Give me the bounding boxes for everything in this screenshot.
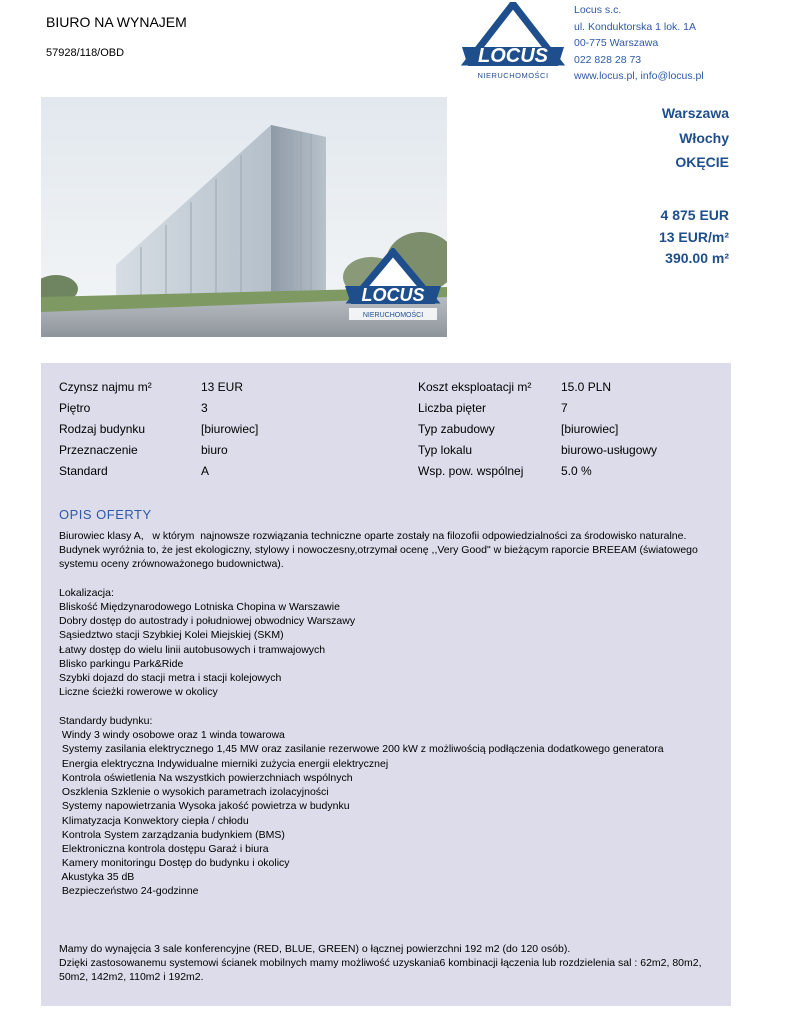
- description-heading: OPIS OFERTY: [59, 507, 152, 522]
- list-item: Liczne ścieżki rowerowe w okolicy: [59, 686, 218, 698]
- prop-label-development-type: Typ zabudowy: [418, 422, 495, 436]
- list-item: Energia elektryczna Indywidualne mierniki zużycia energii elektrycznej: [59, 758, 389, 770]
- list-item: Dobry dostęp do autostrady i południowej obwodnicy Warszawy: [59, 615, 356, 627]
- prop-value-rent: 13 EUR: [201, 380, 244, 394]
- prop-value-standard: A: [201, 464, 210, 478]
- description-line: 50m2, 142m2, 110m2 i 192m2.: [59, 971, 204, 983]
- prop-label-floor-count: Liczba pięter: [418, 401, 487, 415]
- prop-label-unit-type: Typ lokalu: [418, 443, 473, 457]
- svg-text:LOCUS: LOCUS: [361, 285, 425, 305]
- price-total: 4 875 EUR: [660, 207, 729, 223]
- list-item: Elektroniczna kontrola dostępu Garaż i biura: [59, 843, 269, 855]
- prop-label-common-area-ratio: Wsp. pow. wspólnej: [418, 464, 524, 478]
- svg-text:NIERUCHOMOŚCI: NIERUCHOMOŚCI: [362, 312, 424, 319]
- prop-label-building-type: Rodzaj budynku: [59, 422, 146, 436]
- prop-label-rent: Czynsz najmu m²: [59, 380, 152, 394]
- list-item: Kontrola oświetlenia Na wszystkich powierzchniach wspólnych: [59, 772, 353, 784]
- standards-heading: Standardy budynku:: [59, 715, 153, 727]
- prop-value-unit-type: biurowo-usługowy: [561, 443, 658, 457]
- agency-address: ul. Konduktorska 1 lok. 1A: [574, 20, 696, 33]
- locus-logo: [458, 2, 568, 82]
- prop-label-standard: Standard: [59, 464, 108, 478]
- prop-value-purpose: biuro: [201, 443, 228, 457]
- prop-label-operating-cost: Koszt eksploatacji m²: [418, 380, 532, 394]
- location-heading: Lokalizacja:: [59, 587, 114, 599]
- description-line: systemu oceny zrównoważonego budownictwa).: [59, 558, 284, 570]
- locus-watermark-logo: [341, 248, 445, 324]
- prop-value-operating-cost: 15.0 PLN: [561, 380, 612, 394]
- svg-text:LOCUS: LOCUS: [478, 45, 548, 67]
- list-item: Systemy zasilania elektrycznego 1,45 MW oraz zasilanie rezerwowe 200 kW z możliwością podłączenia dodatkowego generatora: [59, 743, 664, 755]
- prop-value-building-type: [biurowiec]: [201, 422, 259, 436]
- list-item: Kamery monitoringu Dostęp do budynku i okolicy: [59, 857, 290, 869]
- list-item: Kontrola System zarządzania budynkiem (BMS): [59, 829, 285, 841]
- list-item: Bliskość Międzynarodowego Lotniska Chopina w Warszawie: [59, 601, 340, 613]
- location-area: OKĘCIE: [675, 154, 729, 170]
- agency-contact: [574, 2, 704, 85]
- agency-web-email[interactable]: www.locus.pl, info@locus.pl: [574, 70, 704, 82]
- list-item: Sąsiedztwo stacji Szybkiej Kolei Miejskiej (SKM): [59, 629, 284, 641]
- prop-value-floor-count: 7: [561, 401, 568, 415]
- prop-value-development-type: [biurowiec]: [561, 422, 619, 436]
- list-item: Windy 3 windy osobowe oraz 1 winda towarowa: [59, 729, 285, 741]
- prop-label-purpose: Przeznaczenie: [59, 443, 138, 457]
- svg-text:NIERUCHOMOŚCI: NIERUCHOMOŚCI: [477, 71, 549, 80]
- list-item: Akustyka 35 dB: [59, 871, 135, 883]
- description-line: Mamy do wynajęcia 3 sale konferencyjne (RED, BLUE, GREEN) o łącznej powierzchni 192 m2 (do 120 osób).: [59, 943, 571, 955]
- list-item: Klimatyzacja Konwektory ciepła / chłodu: [59, 815, 249, 827]
- prop-value-common-area-ratio: 5.0 %: [561, 464, 592, 478]
- description-line: Budynek wyróżnia to, że jest ekologiczny, stylowy i nowoczesny,otrzymał ocenę ,,Very Good" w bieżącym raporcie BREEAM (światowego: [59, 544, 698, 556]
- location-district: Włochy: [679, 129, 729, 146]
- document-title: BIURO NA WYNAJEM: [46, 14, 187, 30]
- offer-reference: 57928/118/OBD: [46, 47, 125, 59]
- list-item: Blisko parkingu Park&Ride: [59, 658, 184, 670]
- description-line: Dzięki zastosowanemu systemowi ścianek mobilnych mamy możliwość uzyskania6 kombinacji łączenia lub rozdzielenia sal : 62m2, 80m2,: [59, 957, 702, 969]
- agency-postal-city: 00-775 Warszawa: [574, 37, 659, 49]
- agency-phone[interactable]: 022 828 28 73: [574, 53, 642, 66]
- list-item: Systemy napowietrzania Wysoka jakość powietrza w budynku: [59, 800, 350, 812]
- prop-value-floor: 3: [201, 401, 208, 415]
- offer-area: 390.00 m²: [665, 250, 729, 266]
- list-item: Szybki dojazd do stacji metra i stacji kolejowych: [59, 672, 282, 684]
- pricing-block: [659, 205, 729, 270]
- prop-label-floor: Piętro: [59, 401, 91, 415]
- list-item: Bezpieczeństwo 24-godzinne: [59, 885, 199, 897]
- list-item: Łatwy dostęp do wielu linii autobusowych i tramwajowych: [59, 644, 326, 656]
- agency-name: Locus s.c.: [574, 4, 622, 16]
- location-block: [662, 101, 729, 175]
- list-item: Oszklenia Szklenie o wysokich parametrach izolacyjności: [59, 786, 329, 798]
- description-line: Biurowiec klasy A, w którym najnowsze rozwiązania techniczne oparte zostały na filozofii odpowiedzialności za środowisko naturalne.: [59, 530, 687, 542]
- price-per-m2: 13 EUR/m²: [658, 228, 729, 245]
- location-city: Warszawa: [661, 105, 729, 121]
